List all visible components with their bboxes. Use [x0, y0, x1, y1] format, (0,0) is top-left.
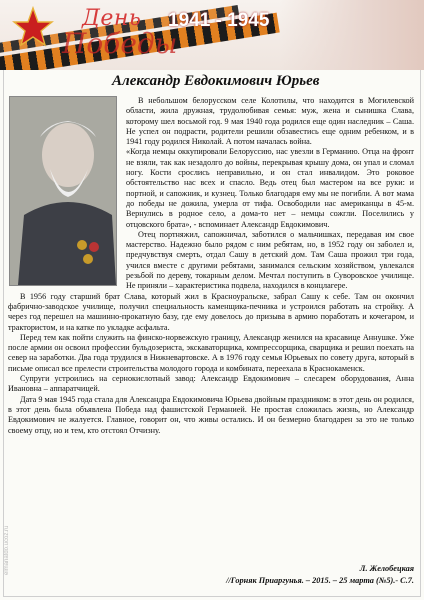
- paragraph: «Когда немцы оккупировали Белоруссию, нас увезли в Германию. Отца на фронт не взяли, так как незадолго до войны, перекрывая крышу дома, он упал и сломал ногу. Кости срослись неправильно, и он стал инвалидом. Это роковое обстоятельство нас всех и спасло. Ведь отец был мастером на все руки: и портной, и сапожник, и кузнец. Только благодаря ему мы не погибли. А вот мама до победы не дожила, умерла от тифа. Освободили нас американцы в 45-м. Вернулись в родное село, а дома-то нет – немцы сожгли. Поселились у отцовского брата», - вспоминает Александр Евдокимович.: [126, 147, 414, 229]
- paragraph: В небольшом белорусском селе Колотилы, что находится в Могилевской области, жила дружная, трудолюбивая семья: муж, жена и сынишка Слава, которому шел восьмой год. 9 мая 1940 года родился еще один наследник – Саша. Не успел он подрасти, родители решили обзавестись еще одним ребенком, и в 1941 году родился Николай. А потом началась война.: [126, 96, 414, 147]
- paragraph: Дата 9 мая 1945 года стала для Александра Евдокимовича Юрьева двойным праздником: в этот день он родился, в этот день была объявлена Победа над фашистской Германией. Не простая сложилась жизнь, но Александр Евдокимович не жалуется. Главное, говорит он, что живы остались. И он безмерно благодарен за это не только своему отцу, но и тем, кто отстоял Отчизну.: [8, 394, 414, 435]
- banner-den: День: [82, 6, 142, 31]
- red-star-icon: [12, 6, 54, 48]
- photo-spacer: [8, 96, 118, 286]
- article-body: [8, 96, 414, 436]
- banner-years: 1941 - 1945: [168, 10, 270, 31]
- banner-pobedy: Победы: [62, 27, 178, 60]
- author-signature: Л. Желобецкая: [359, 564, 414, 573]
- watermark: elmanatdo.ucoz.ru: [4, 525, 10, 575]
- article-title: Александр Евдокимович Юрьев: [112, 73, 320, 89]
- paragraph: В 1956 году старший брат Слава, который жил в Красноуральске, забрал Сашу к себе. Там он окончил фабрично-заводское училище, получил специальность каменщика-печника и устроился работать на стройку. А через год перешел на машинно-прокатную базу, где ему довелось до призыва в армию поработать и кочегаром, и трактористом, и на катке по укладке асфальта.: [8, 291, 414, 332]
- source-citation: //Горняк Приаргунья. – 2015. – 25 марта (№5).- С.7.: [226, 576, 414, 585]
- paragraph: Перед тем как пойти служить на финско-норвежскую границу, Александр женился на красавице Аннушке. Уже после армии он освоил профессии бульдозериста, экскаваторщика, компрессорщика, сварщика и решил поехать на север на заработки. Два года трудился в Нижневартовске. А в 1976 году семья Юрьевых по совету друга, который в письме описал все прелести строительства молодого города и комбината, переехала в Краснокаменск.: [8, 332, 414, 373]
- banner: [0, 0, 424, 70]
- paragraph: Отец портняжил, сапожничал, заботился о мальчишках, передавая им свое мастерство. Надежно было рядом с ним ребятам, но, в 1952 году он заболел и, предчувствуя смерть, отдал Сашу в детский дом. Там Саша прожил три года, учился вместе с другими ребятами, занимался сельским хозяйством, увлекался резьбой по дереву, токарным делом. Мечтал поступить в Суворовское училище. Не приняли – характеристика подвела, находился в концлагере.: [126, 229, 414, 291]
- banner-gradient: [280, 0, 424, 70]
- paragraph: Супруги устроились на сернокислотный завод: Александр Евдокимович – слесарем оборудования, Анна Ивановна – аппаратчицей.: [8, 374, 414, 394]
